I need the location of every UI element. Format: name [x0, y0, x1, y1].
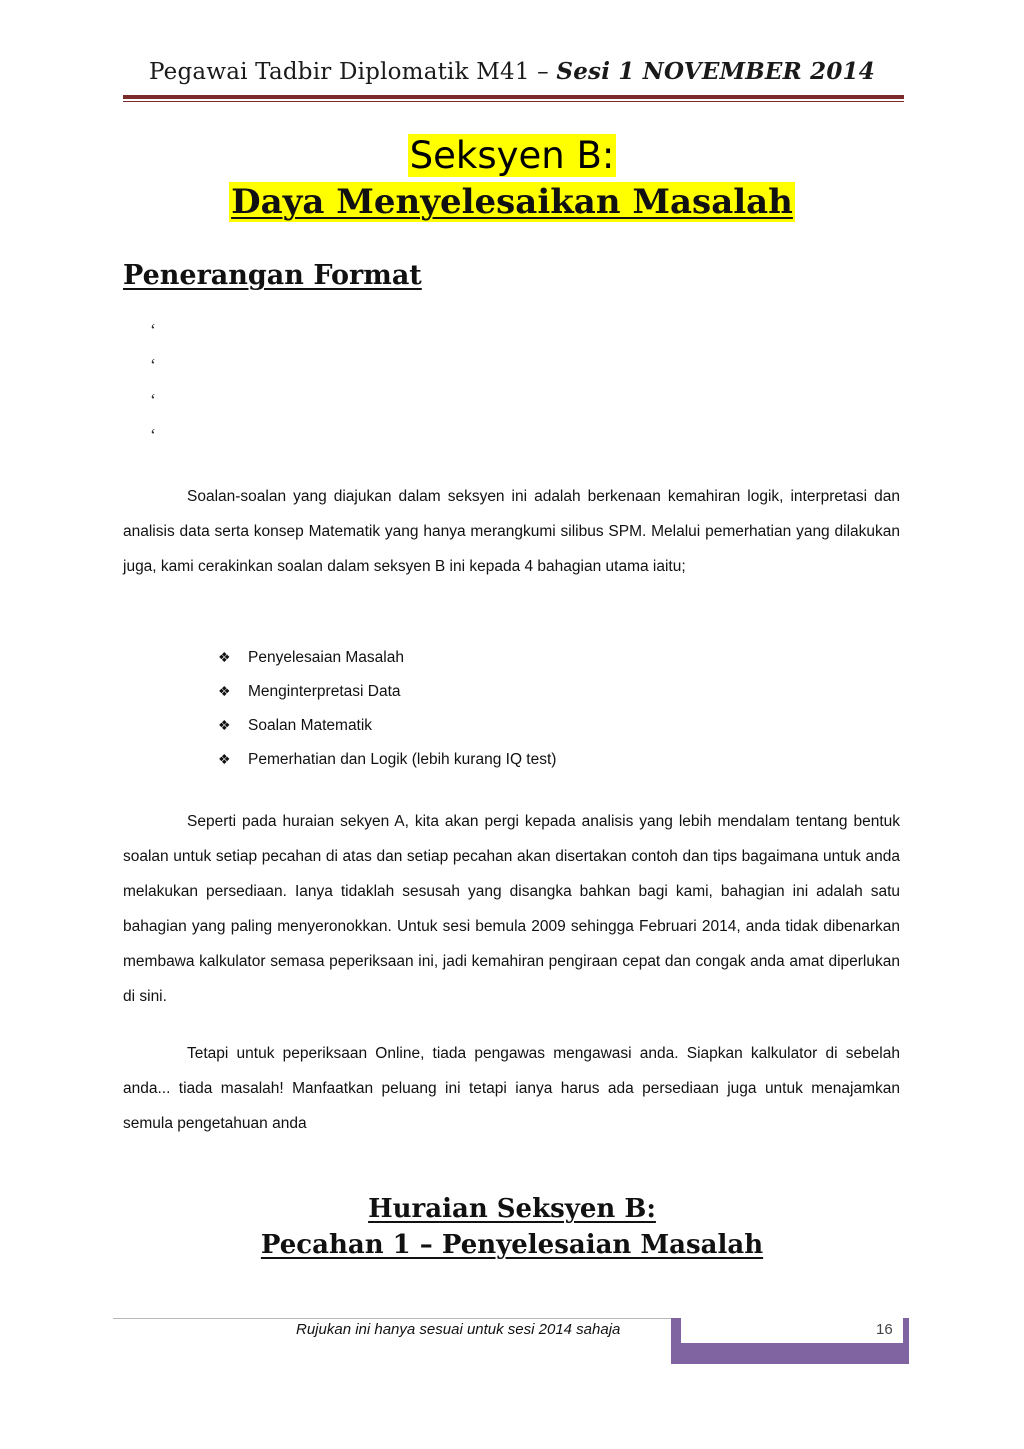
- header-title-session: Sesi 1 NOVEMBER 2014: [556, 58, 875, 85]
- section-title-highlight-2: Daya Menyelesaikan Masalah: [231, 182, 793, 222]
- paragraph-online: Tetapi untuk peperiksaan Online, tiada pengawas mengawasi anda. Siapkan kalkulator di sebelah anda... tiada masalah! Manfaatkan peluang ini tetapi ianya harus ada persediaan juga untuk menajamkan semula pengetahuan anda: [123, 1045, 900, 1132]
- list-item-label: Soalan Matematik: [248, 717, 373, 734]
- description-heading-line2: Pecahan 1 – Penyelesaian Masalah: [260, 1230, 764, 1260]
- running-header: [0, 58, 1024, 85]
- page-number: 16: [876, 1321, 893, 1338]
- section-title-highlight: Seksyen B:: [409, 134, 615, 177]
- footer-page-box: [680, 1318, 903, 1343]
- header-title-plain: Pegawai Tadbir Diplomatik M41 –: [149, 59, 557, 85]
- list-item-label: Penyelesaian Masalah: [248, 649, 404, 666]
- list-item: [218, 640, 556, 674]
- diamond-bullet-icon: ❖: [218, 683, 231, 699]
- paragraph-intro: Soalan-soalan yang diajukan dalam seksyen ini adalah berkenaan kemahiran logik, interpretasi dan analisis data serta konsep Matematik yang hanya merangkumi silibus SPM. Melalui pemerhatian yang dilakukan juga, kami cerakinkan soalan dalam seksyen B ini kepada 4 bahagian utama iaitu;: [123, 488, 900, 575]
- footer-rule: [113, 1318, 673, 1319]
- list-item: [218, 674, 556, 708]
- header-rule-thick: [123, 95, 904, 99]
- list-item-label: Menginterpretasi Data: [248, 683, 401, 700]
- stray-mark: ‘: [150, 320, 156, 340]
- sub-heading: Penerangan Format: [123, 260, 422, 291]
- section-title-line1: [0, 133, 1024, 179]
- stray-mark: ‘: [150, 355, 156, 375]
- stray-mark: ‘: [150, 390, 156, 410]
- header-rule-thin: [123, 101, 904, 102]
- diamond-bullet-icon: ❖: [218, 717, 231, 733]
- paragraph-analysis: Seperti pada huraian sekyen A, kita akan pergi kepada analisis yang lebih mendalam tentang bentuk soalan untuk setiap pecahan di atas dan setiap pecahan akan disertakan contoh dan tips bagaimana untuk anda melakukan persediaan. Ianya tidaklah sesusah yang disangka bahkan bagi kami, bahagian ini adalah satu bahagian yang paling menyeronokkan. Untuk sesi bemula 2009 sehingga Februari 2014, anda tidak dibenarkan membawa kalkulator semasa peperiksaan ini, jadi kemahiran pengiraan cepat dan congak anda amat diperlukan di sini.: [123, 813, 900, 1005]
- diamond-bullet-icon: ❖: [218, 649, 231, 665]
- footer-text: Rujukan ini hanya sesuai untuk sesi 2014 sahaja: [296, 1321, 621, 1338]
- stray-mark: ‘: [150, 425, 156, 445]
- diamond-bullet-icon: ❖: [218, 751, 231, 767]
- description-heading-line1: Huraian Seksyen B:: [368, 1194, 656, 1224]
- list-item-label: Pemerhatian dan Logik (lebih kurang IQ test): [248, 751, 557, 768]
- bullet-list: [218, 640, 556, 776]
- section-title-line2: [0, 178, 1024, 226]
- list-item: [218, 742, 556, 776]
- stray-marks: [150, 320, 156, 460]
- list-item: [218, 708, 556, 742]
